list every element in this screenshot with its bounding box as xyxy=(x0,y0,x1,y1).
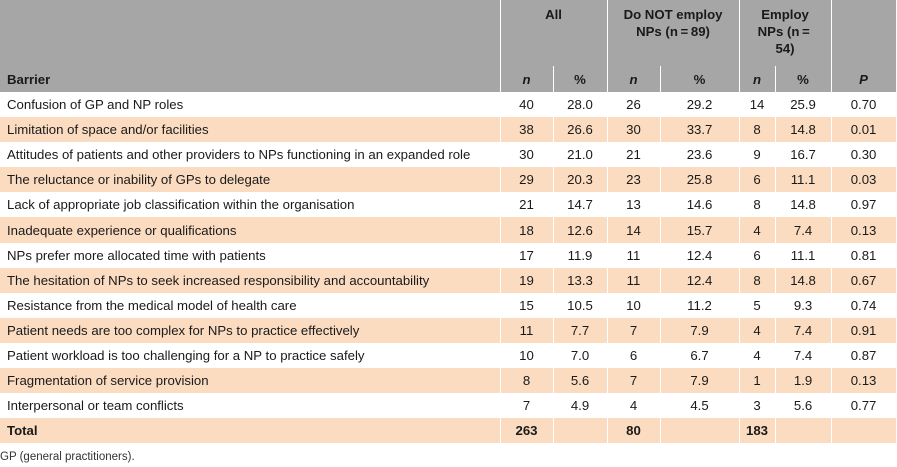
emp-n-cell: 5 xyxy=(739,293,775,318)
dne-pct-cell: 6.7 xyxy=(660,343,739,368)
header-do-not-employ xyxy=(607,0,739,66)
emp-n-cell: 3 xyxy=(739,393,775,418)
all-pct-cell: 14.7 xyxy=(553,192,607,217)
p-cell: 0.13 xyxy=(831,368,896,393)
table-row xyxy=(0,293,896,318)
all-n-cell: 40 xyxy=(500,92,553,117)
dne-n-cell: 11 xyxy=(607,268,660,293)
header-blank xyxy=(0,0,500,66)
all-n-cell: 18 xyxy=(500,217,553,242)
emp-pct-cell: 14.8 xyxy=(775,192,831,217)
emp-n-cell: 9 xyxy=(739,142,775,167)
table-row xyxy=(0,368,896,393)
dne-pct-cell: 25.8 xyxy=(660,167,739,192)
barrier-cell: Lack of appropriate job classification within the organisation xyxy=(0,192,500,217)
dne-pct-cell: 29.2 xyxy=(660,92,739,117)
barrier-cell: Interpersonal or team conflicts xyxy=(0,393,500,418)
dne-n-cell: 4 xyxy=(607,393,660,418)
all-pct-cell: 28.0 xyxy=(553,92,607,117)
dne-pct-cell: 4.5 xyxy=(660,393,739,418)
dne-pct-cell: 14.6 xyxy=(660,192,739,217)
dne-pct-cell: 15.7 xyxy=(660,217,739,242)
emp-pct-cell: 5.6 xyxy=(775,393,831,418)
emp-n-cell: 1 xyxy=(739,368,775,393)
all-pct-cell: 11.9 xyxy=(553,243,607,268)
total-all-pct xyxy=(553,418,607,443)
emp-n-cell: 4 xyxy=(739,217,775,242)
dne-n-cell: 11 xyxy=(607,243,660,268)
total-emp-n: 183 xyxy=(739,418,775,443)
p-cell: 0.13 xyxy=(831,217,896,242)
emp-pct-cell: 11.1 xyxy=(775,243,831,268)
table-row xyxy=(0,318,896,343)
header-employ-label: Employ NPs (n = 54) xyxy=(757,7,813,56)
header-p: P xyxy=(831,66,896,92)
p-cell: 0.97 xyxy=(831,192,896,217)
header-all-pct: % xyxy=(553,66,607,92)
dne-n-cell: 26 xyxy=(607,92,660,117)
emp-n-cell: 14 xyxy=(739,92,775,117)
dne-n-cell: 23 xyxy=(607,167,660,192)
all-pct-cell: 7.7 xyxy=(553,318,607,343)
header-all-n: n xyxy=(500,66,553,92)
table-row xyxy=(0,192,896,217)
dne-n-cell: 6 xyxy=(607,343,660,368)
header-all: All xyxy=(500,0,607,66)
all-n-cell: 19 xyxy=(500,268,553,293)
table-row xyxy=(0,243,896,268)
p-cell: 0.70 xyxy=(831,92,896,117)
barrier-cell: Inadequate experience or qualifications xyxy=(0,217,500,242)
emp-n-cell: 8 xyxy=(739,117,775,142)
table-row xyxy=(0,217,896,242)
dne-n-cell: 10 xyxy=(607,293,660,318)
total-all-n: 263 xyxy=(500,418,553,443)
header-employ xyxy=(739,0,831,66)
header-barrier: Barrier xyxy=(0,66,500,92)
barrier-cell: Resistance from the medical model of health care xyxy=(0,293,500,318)
dne-n-cell: 13 xyxy=(607,192,660,217)
all-pct-cell: 12.6 xyxy=(553,217,607,242)
header-emp-n: n xyxy=(739,66,775,92)
p-cell: 0.01 xyxy=(831,117,896,142)
emp-pct-cell: 11.1 xyxy=(775,167,831,192)
emp-n-cell: 4 xyxy=(739,343,775,368)
emp-pct-cell: 7.4 xyxy=(775,318,831,343)
header-dne-pct: % xyxy=(660,66,739,92)
barrier-cell: Confusion of GP and NP roles xyxy=(0,92,500,117)
header-dne-n: n xyxy=(607,66,660,92)
emp-n-cell: 8 xyxy=(739,192,775,217)
p-cell: 0.91 xyxy=(831,318,896,343)
all-pct-cell: 20.3 xyxy=(553,167,607,192)
total-dne-pct xyxy=(660,418,739,443)
p-cell: 0.74 xyxy=(831,293,896,318)
header-emp-pct: % xyxy=(775,66,831,92)
emp-pct-cell: 1.9 xyxy=(775,368,831,393)
all-pct-cell: 4.9 xyxy=(553,393,607,418)
table-footnote: GP (general practitioners). xyxy=(0,451,135,463)
all-n-cell: 38 xyxy=(500,117,553,142)
table-row xyxy=(0,92,896,117)
all-n-cell: 21 xyxy=(500,192,553,217)
all-n-cell: 30 xyxy=(500,142,553,167)
p-cell: 0.77 xyxy=(831,393,896,418)
all-n-cell: 17 xyxy=(500,243,553,268)
all-n-cell: 29 xyxy=(500,167,553,192)
all-n-cell: 11 xyxy=(500,318,553,343)
emp-pct-cell: 7.4 xyxy=(775,343,831,368)
emp-pct-cell: 16.7 xyxy=(775,142,831,167)
barrier-cell: The hesitation of NPs to seek increased responsibility and accountability xyxy=(0,268,500,293)
header-p-blank xyxy=(831,0,896,66)
total-dne-n: 80 xyxy=(607,418,660,443)
all-pct-cell: 7.0 xyxy=(553,343,607,368)
emp-pct-cell: 25.9 xyxy=(775,92,831,117)
barrier-cell: Attitudes of patients and other providers to NPs functioning in an expanded role xyxy=(0,142,500,167)
dne-n-cell: 21 xyxy=(607,142,660,167)
emp-n-cell: 6 xyxy=(739,167,775,192)
emp-n-cell: 4 xyxy=(739,318,775,343)
emp-n-cell: 8 xyxy=(739,268,775,293)
dne-pct-cell: 7.9 xyxy=(660,318,739,343)
total-label: Total xyxy=(0,418,500,443)
dne-pct-cell: 12.4 xyxy=(660,268,739,293)
total-emp-pct xyxy=(775,418,831,443)
barrier-cell: Fragmentation of service provision xyxy=(0,368,500,393)
table-row xyxy=(0,142,896,167)
barrier-cell: The reluctance or inability of GPs to delegate xyxy=(0,167,500,192)
header-do-not-employ-label: Do NOT employ NPs (n = 89) xyxy=(623,7,723,39)
p-cell: 0.67 xyxy=(831,268,896,293)
dne-pct-cell: 33.7 xyxy=(660,117,739,142)
dne-n-cell: 30 xyxy=(607,117,660,142)
table-row xyxy=(0,343,896,368)
table-row xyxy=(0,268,896,293)
emp-pct-cell: 9.3 xyxy=(775,293,831,318)
dne-n-cell: 7 xyxy=(607,318,660,343)
all-n-cell: 10 xyxy=(500,343,553,368)
dne-pct-cell: 23.6 xyxy=(660,142,739,167)
table-row xyxy=(0,393,896,418)
dne-n-cell: 7 xyxy=(607,368,660,393)
barrier-cell: Patient workload is too challenging for a NP to practice safely xyxy=(0,343,500,368)
barrier-cell: Limitation of space and/or facilities xyxy=(0,117,500,142)
dne-pct-cell: 7.9 xyxy=(660,368,739,393)
emp-n-cell: 6 xyxy=(739,243,775,268)
p-cell: 0.03 xyxy=(831,167,896,192)
all-pct-cell: 10.5 xyxy=(553,293,607,318)
emp-pct-cell: 14.8 xyxy=(775,117,831,142)
all-n-cell: 15 xyxy=(500,293,553,318)
p-cell: 0.81 xyxy=(831,243,896,268)
barrier-cell: NPs prefer more allocated time with patients xyxy=(0,243,500,268)
emp-pct-cell: 7.4 xyxy=(775,217,831,242)
all-pct-cell: 26.6 xyxy=(553,117,607,142)
table-row xyxy=(0,117,896,142)
all-pct-cell: 21.0 xyxy=(553,142,607,167)
p-cell: 0.30 xyxy=(831,142,896,167)
barrier-cell: Patient needs are too complex for NPs to practice effectively xyxy=(0,318,500,343)
table-row xyxy=(0,167,896,192)
dne-n-cell: 14 xyxy=(607,217,660,242)
all-pct-cell: 5.6 xyxy=(553,368,607,393)
total-row xyxy=(0,418,896,443)
p-cell: 0.87 xyxy=(831,343,896,368)
all-pct-cell: 13.3 xyxy=(553,268,607,293)
dne-pct-cell: 12.4 xyxy=(660,243,739,268)
total-p xyxy=(831,418,896,443)
dne-pct-cell: 11.2 xyxy=(660,293,739,318)
all-n-cell: 7 xyxy=(500,393,553,418)
all-n-cell: 8 xyxy=(500,368,553,393)
emp-pct-cell: 14.8 xyxy=(775,268,831,293)
